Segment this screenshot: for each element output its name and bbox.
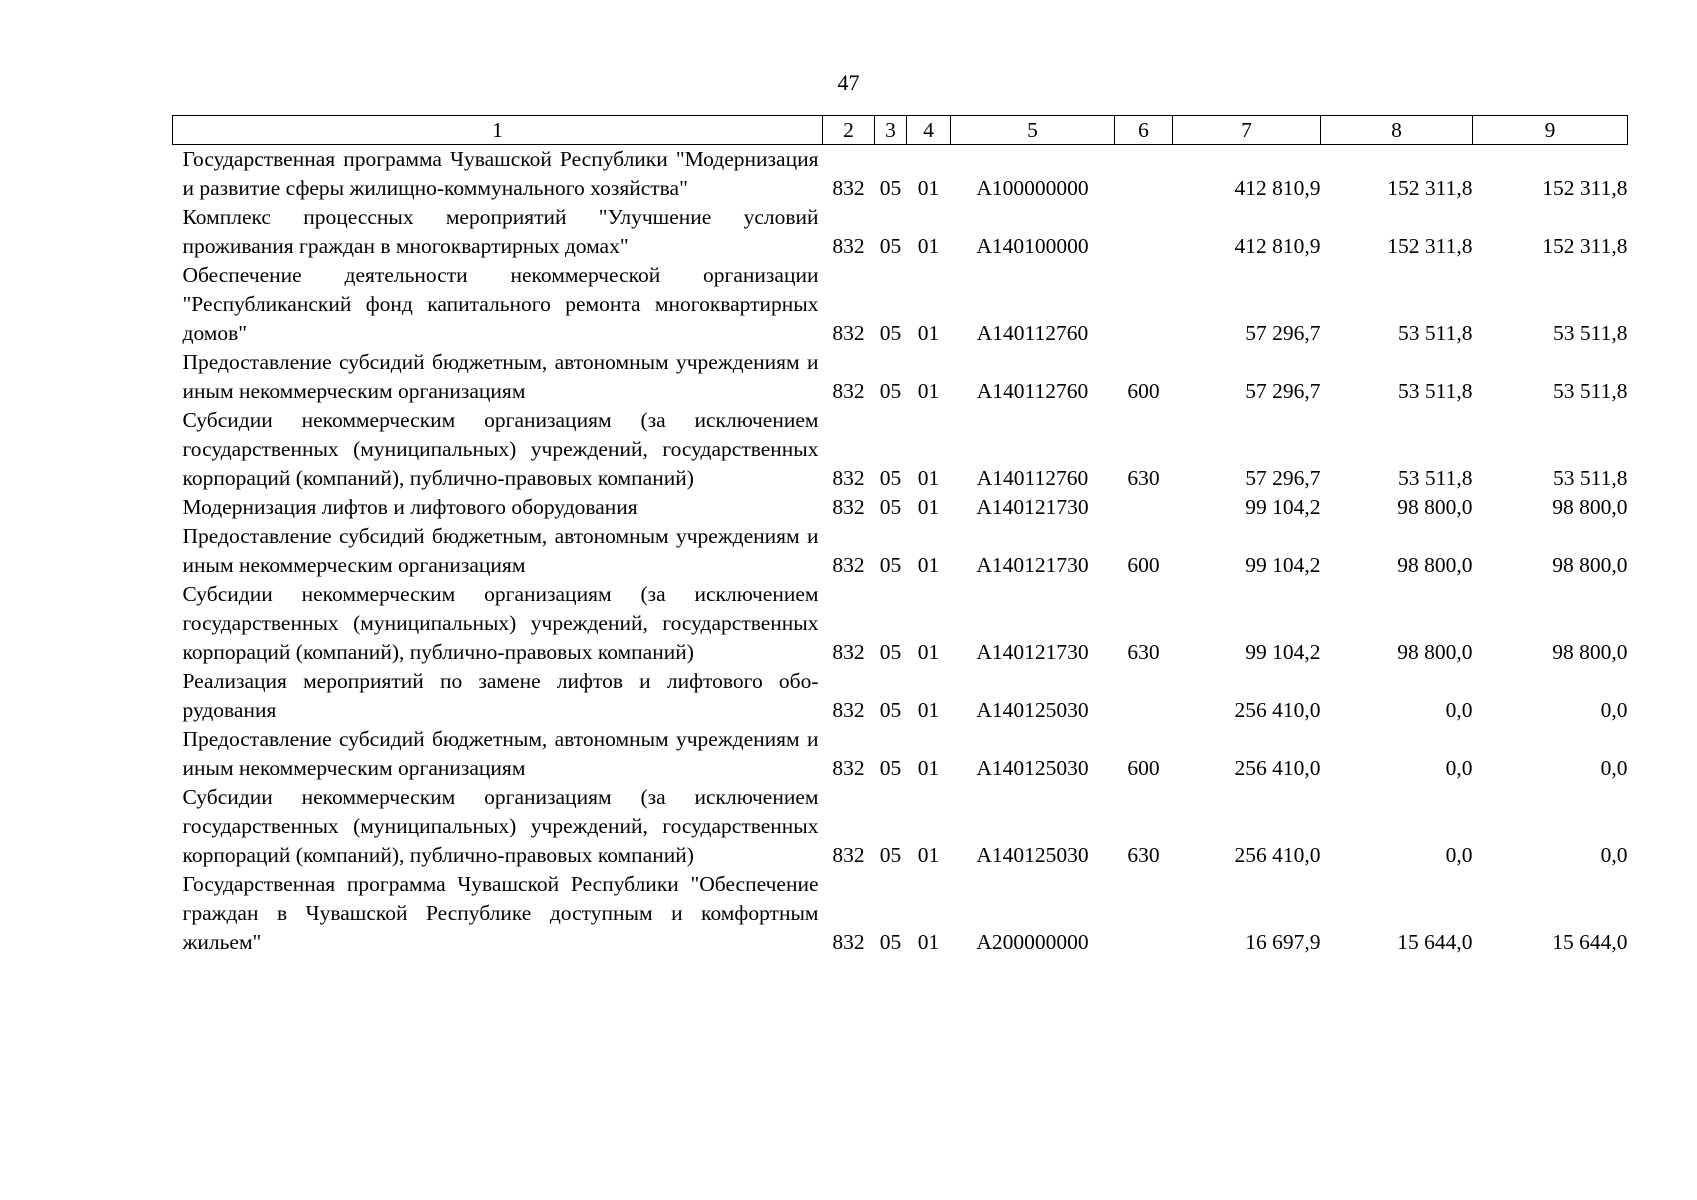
table-body [173,145,1628,958]
header-col-5: 5 [951,116,1115,145]
cell-amount-col9: 98 800,0 [1552,640,1628,664]
table-row [173,261,1628,348]
cell-admin-code: 832 [832,756,865,780]
header-col-3: 3 [875,116,907,145]
cell-target-article: А100000000 [976,176,1089,200]
cell-amount-col8: 98 800,0 [1397,495,1473,519]
cell-target-article: А140121730 [976,495,1089,519]
cell-amount-col7: 99 104,2 [1245,640,1321,664]
cell-admin-code: 832 [832,843,865,867]
cell-amount-col8: 53 511,8 [1398,379,1473,403]
cell-amount-col7: 412 810,9 [1234,234,1321,258]
cell-amount-col8: 152 311,8 [1387,176,1473,200]
cell-amount-col9: 98 800,0 [1552,553,1628,577]
table-row [173,580,1628,667]
cell-amount-col9: 98 800,0 [1552,495,1628,519]
table-row [173,870,1628,957]
cell-expense-type [1115,203,1173,261]
cell-section: 05 [879,553,902,577]
cell-target-article: А200000000 [976,930,1089,954]
cell-section: 05 [879,495,902,519]
cell-section: 05 [879,234,902,258]
row-name: Субсидии некоммерческим организациям (за исключением государственных (муниципальных) учреждений, государственных корпораций (компаний), публично-правовых компаний) [182,408,819,490]
row-name: Государственная программа Чувашской Республики "Модернизация и развитие сферы жилищно-коммунального хозяйства" [182,147,819,200]
cell-amount-col7: 57 296,7 [1245,321,1321,345]
cell-admin-code: 832 [832,930,865,954]
header-row [173,116,1628,145]
cell-admin-code: 832 [832,495,865,519]
cell-admin-code: 832 [832,234,865,258]
cell-section: 05 [879,843,902,867]
cell-amount-col9: 0,0 [1600,698,1628,722]
header-col-2: 2 [823,116,875,145]
table-row [173,667,1628,725]
cell-subsection: 01 [917,756,940,780]
cell-target-article: А140121730 [976,640,1089,664]
page-number: 47 [837,70,860,95]
row-name: Субсидии некоммерческим организациям (за исключением государственных (муниципальных) учреждений, государственных корпораций (компаний), публично-правовых компаний) [182,582,819,664]
table-row [173,203,1628,261]
table-row [173,406,1628,493]
cell-amount-col9: 53 511,8 [1553,466,1628,490]
cell-amount-col8: 0,0 [1445,756,1473,780]
table-header [173,116,1628,145]
cell-section: 05 [879,930,902,954]
cell-section: 05 [879,379,902,403]
cell-expense-type [1115,493,1173,522]
row-name: Обеспечение деятельности некоммерческой организации "Республиканский фонд капитального ремонта многоквартирных домов" [182,263,819,345]
cell-admin-code: 832 [832,321,865,345]
cell-admin-code: 832 [832,698,865,722]
cell-subsection: 01 [917,321,940,345]
cell-amount-col7: 256 410,0 [1234,698,1321,722]
cell-amount-col7: 16 697,9 [1245,930,1321,954]
row-name: Субсидии некоммерческим организациям (за исключением государственных (муниципальных) учреждений, государственных корпораций (компаний), публично-правовых компаний) [182,785,819,867]
cell-subsection: 01 [917,234,940,258]
cell-expense-type [1115,667,1173,725]
cell-subsection: 01 [917,553,940,577]
cell-subsection: 01 [917,379,940,403]
header-col-6: 6 [1115,116,1173,145]
row-name: Предоставление субсидий бюджетным, автономным учреждениям и иным некоммерческим организациям [182,524,819,577]
table-row [173,783,1628,870]
cell-subsection: 01 [917,843,940,867]
cell-amount-col8: 98 800,0 [1397,553,1473,577]
row-name: Предоставление субсидий бюджетным, автономным учреждениям и иным некоммерческим организациям [182,350,819,403]
cell-amount-col9: 15 644,0 [1552,930,1628,954]
cell-amount-col9: 0,0 [1600,843,1628,867]
cell-amount-col8: 0,0 [1445,843,1473,867]
table-row [173,522,1628,580]
cell-admin-code: 832 [832,379,865,403]
cell-subsection: 01 [917,466,940,490]
row-name: Комплекс процессных мероприятий "Улучшение условий проживания граждан в многоквартирных домах" [182,205,819,258]
cell-target-article: А140125030 [976,756,1089,780]
header-col-8: 8 [1321,116,1473,145]
cell-expense-type: 600 [1127,756,1160,780]
cell-amount-col8: 98 800,0 [1397,640,1473,664]
cell-expense-type: 630 [1127,843,1160,867]
cell-amount-col9: 53 511,8 [1553,321,1628,345]
cell-amount-col8: 15 644,0 [1397,930,1473,954]
cell-amount-col9: 53 511,8 [1553,379,1628,403]
cell-target-article: А140112760 [976,321,1089,345]
cell-target-article: А140112760 [976,379,1089,403]
cell-expense-type [1115,870,1173,957]
row-name: Государственная программа Чувашской Республики "Обеспечение граждан в Чувашской Республике доступным и комфортным жильем" [182,872,819,954]
cell-amount-col9: 0,0 [1600,756,1628,780]
cell-expense-type [1115,145,1173,204]
cell-amount-col9: 152 311,8 [1542,234,1628,258]
cell-amount-col8: 152 311,8 [1387,234,1473,258]
cell-section: 05 [879,698,902,722]
cell-target-article: А140100000 [976,234,1089,258]
cell-expense-type: 600 [1127,379,1160,403]
table-row [173,145,1628,204]
cell-section: 05 [879,640,902,664]
cell-amount-col7: 256 410,0 [1234,843,1321,867]
row-name: Реализация мероприятий по замене лифтов и лифтового оборудования [182,669,819,722]
cell-admin-code: 832 [832,466,865,490]
header-col-9: 9 [1473,116,1628,145]
cell-amount-col7: 412 810,9 [1234,176,1321,200]
header-col-7: 7 [1173,116,1321,145]
cell-subsection: 01 [917,495,940,519]
cell-expense-type: 630 [1127,640,1160,664]
cell-target-article: А140112760 [976,466,1089,490]
cell-subsection: 01 [917,640,940,664]
cell-amount-col8: 53 511,8 [1398,321,1473,345]
cell-expense-type: 630 [1127,466,1160,490]
cell-target-article: А140121730 [976,553,1089,577]
cell-amount-col8: 53 511,8 [1398,466,1473,490]
table-row [173,493,1628,522]
cell-amount-col7: 99 104,2 [1245,495,1321,519]
cell-expense-type [1115,261,1173,348]
cell-section: 05 [879,466,902,490]
cell-target-article: А140125030 [976,698,1089,722]
row-name: Предоставление субсидий бюджетным, автономным учреждениям и иным некоммерческим организациям [182,727,819,780]
header-col-4: 4 [907,116,951,145]
cell-amount-col7: 57 296,7 [1245,466,1321,490]
cell-expense-type: 600 [1127,553,1160,577]
cell-subsection: 01 [917,930,940,954]
row-name: Модернизация лифтов и лифтового оборудования [182,495,638,519]
cell-admin-code: 832 [832,176,865,200]
cell-amount-col9: 152 311,8 [1542,176,1628,200]
cell-amount-col7: 57 296,7 [1245,379,1321,403]
cell-admin-code: 832 [832,553,865,577]
cell-target-article: А140125030 [976,843,1089,867]
cell-amount-col7: 99 104,2 [1245,553,1321,577]
budget-table [172,115,1628,957]
cell-amount-col7: 256 410,0 [1234,756,1321,780]
cell-section: 05 [879,756,902,780]
cell-amount-col8: 0,0 [1445,698,1473,722]
cell-section: 05 [879,176,902,200]
cell-admin-code: 832 [832,640,865,664]
cell-subsection: 01 [917,176,940,200]
table-row [173,725,1628,783]
table-row [173,348,1628,406]
cell-subsection: 01 [917,698,940,722]
header-col-1: 1 [173,116,823,145]
cell-section: 05 [879,321,902,345]
